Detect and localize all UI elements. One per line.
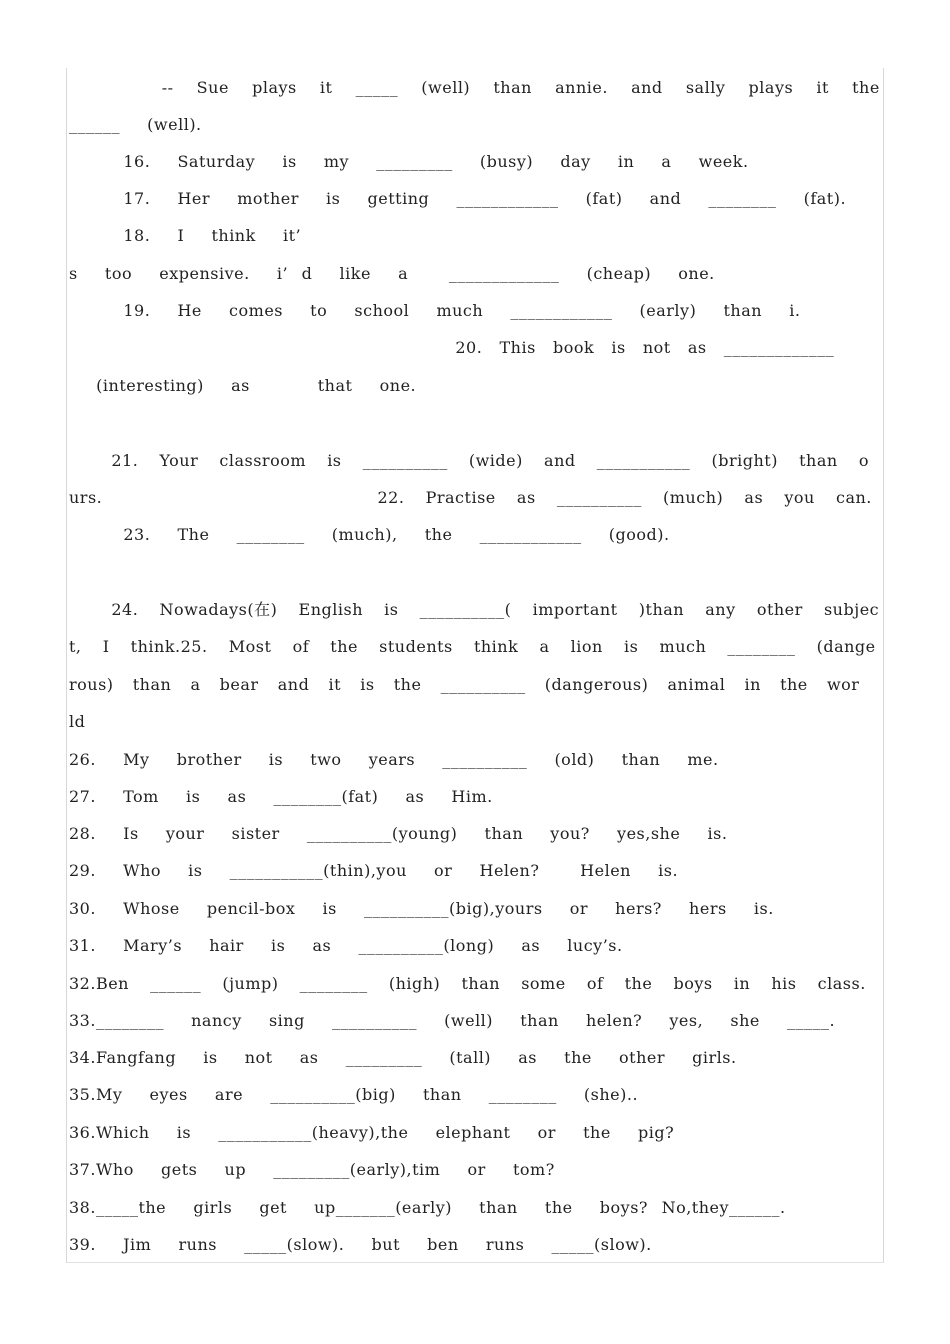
text-line: (interesting) as that one. <box>69 376 417 395</box>
question-33: 33.________ nancy sing __________ (well) than helen? yes, she _____. <box>69 1011 836 1030</box>
text-line: s too expensive. i’ d like a _____________ (cheap) one. <box>69 264 715 283</box>
question-38: 38._____the girls get up_______(early) than the boys? No,they______. <box>69 1198 786 1217</box>
text-line: -- Sue plays it _____ (well) than annie. and sally plays it the <box>69 78 880 97</box>
question-37: 37.Who gets up _________(early),tim or tom? <box>69 1160 555 1179</box>
question-17: 17. Her mother is getting ____________ (fat) and ________ (fat). <box>69 189 847 208</box>
question-35: 35.My eyes are __________(big) than ________ (she).. <box>69 1085 639 1104</box>
question-34: 34.Fangfang is not as _________ (tall) as the other girls. <box>69 1048 737 1067</box>
question-25: t, I think.25. Most of the students think a lion is much ________ (dange <box>69 637 876 656</box>
document-page <box>66 68 884 1263</box>
question-22: urs. 22. Practise as __________ (much) as you can. <box>69 488 872 507</box>
question-28: 28. Is your sister __________(young) than you? yes,she is. <box>69 824 728 843</box>
question-30: 30. Whose pencil-box is __________(big),yours or hers? hers is. <box>69 899 774 918</box>
question-18: 18. I think it’ <box>69 226 302 245</box>
question-39: 39. Jim runs _____(slow). but ben runs _____(slow). <box>69 1235 652 1254</box>
question-16: 16. Saturday is my _________ (busy) day in a week. <box>69 152 749 171</box>
question-29: 29. Who is ___________(thin),you or Helen? Helen is. <box>69 861 679 880</box>
question-24: 24. Nowadays(在) English is __________( important )than any other subjec <box>69 600 880 619</box>
question-27: 27. Tom is as ________(fat) as Him. <box>69 787 493 806</box>
question-20: 20. This book is not as _____________ <box>69 338 835 357</box>
question-19: 19. He comes to school much ____________ (early) than i. <box>69 301 801 320</box>
question-21: 21. Your classroom is __________ (wide) and ___________ (bright) than o <box>69 451 869 470</box>
question-31: 31. Mary’s hair is as __________(long) as lucy’s. <box>69 936 623 955</box>
question-26: 26. My brother is two years __________ (old) than me. <box>69 750 719 769</box>
question-32: 32.Ben ______ (jump) ________ (high) than some of the boys in his class. <box>69 974 866 993</box>
text-line: ______ (well). <box>69 115 202 134</box>
text-line: rous) than a bear and it is the __________ (dangerous) animal in the wor <box>69 675 860 694</box>
question-36: 36.Which is ___________(heavy),the elephant or the pig? <box>69 1123 675 1142</box>
question-23: 23. The ________ (much), the ____________ (good). <box>69 525 670 544</box>
text-line: ld <box>69 712 86 731</box>
